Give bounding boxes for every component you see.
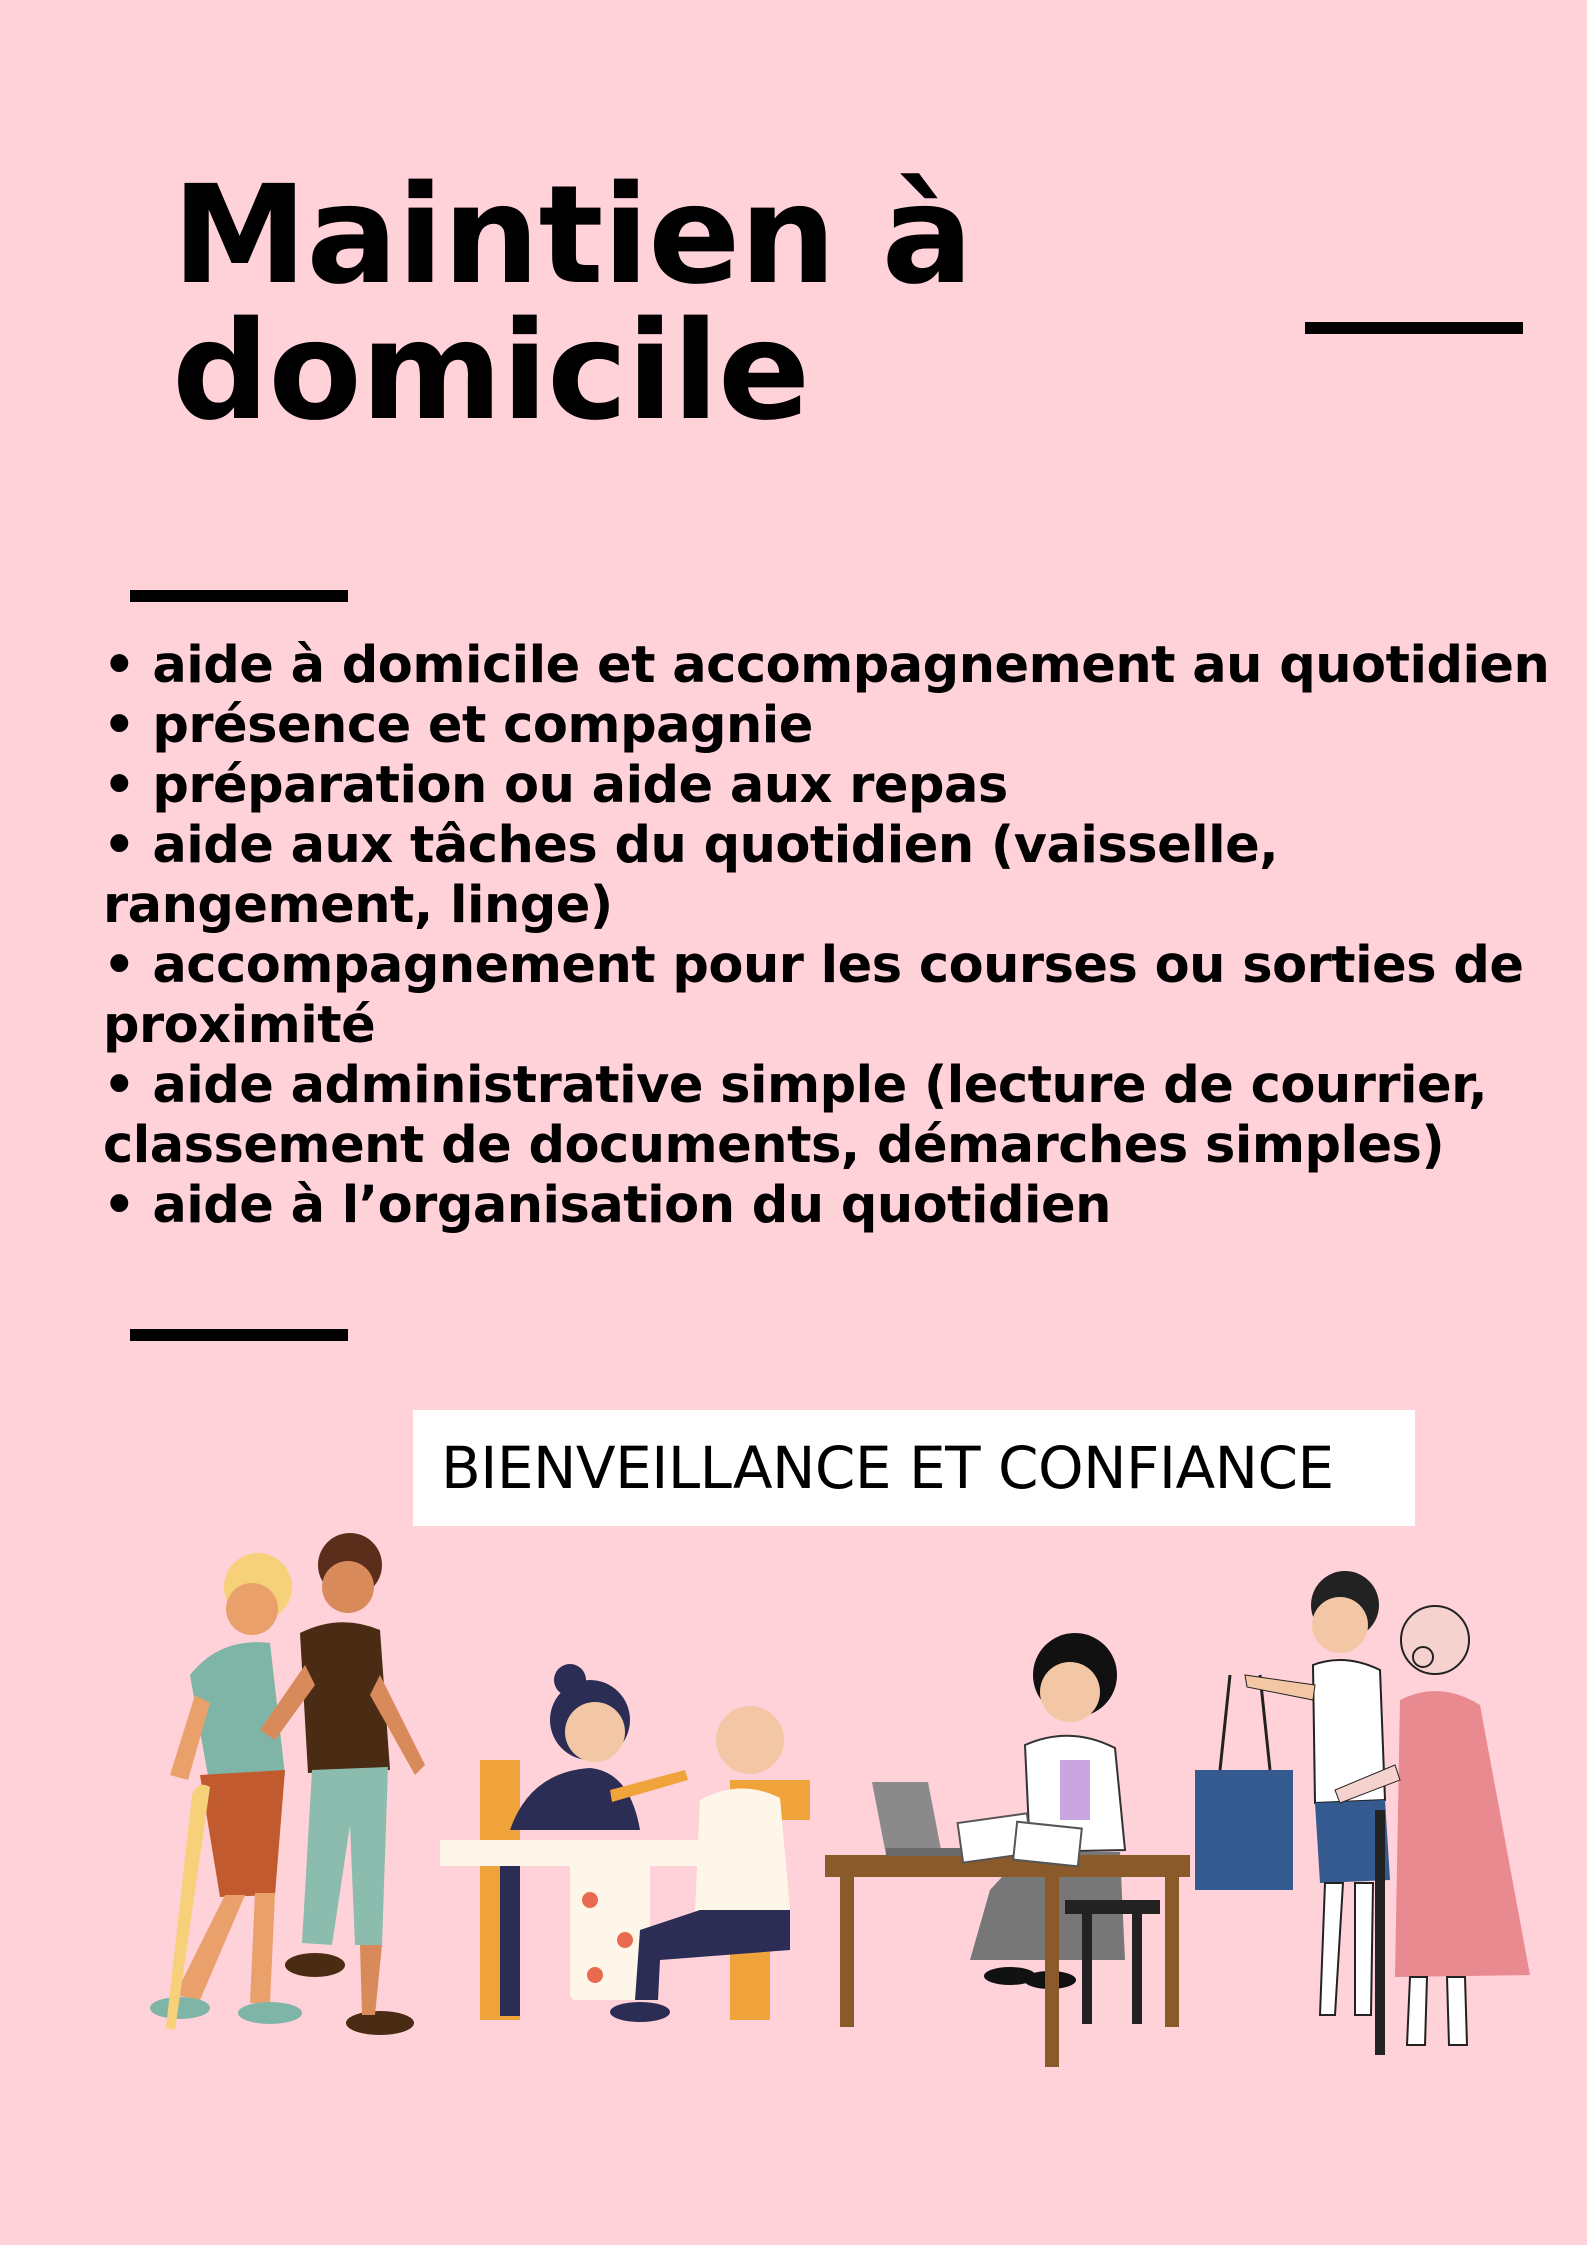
service-item: • aide aux tâches du quotidien (vaisselle, rangement, linge) — [103, 816, 1279, 935]
service-item: • aide à domicile et accompagnement au quotidien — [103, 636, 1550, 695]
page-title — [172, 157, 973, 451]
admin-help-illustration — [820, 1630, 1200, 2080]
service-item: • accompagnement pour les courses ou sorties de proximité — [103, 936, 1524, 1055]
service-item: • présence et compagnie — [103, 696, 813, 755]
motto-box — [413, 1410, 1415, 1526]
motto-text: BIENVEILLANCE ET CONFIANCE — [441, 1434, 1334, 1502]
shopping-assist-illustration — [1185, 1565, 1545, 2065]
services-list — [103, 636, 1573, 1236]
decorative-rule-top-right — [1305, 322, 1523, 334]
service-item: • aide administrative simple (lecture de courrier, classement de documents, démarches simples) — [103, 1056, 1488, 1175]
service-item: • aide à l’organisation du quotidien — [103, 1176, 1111, 1235]
service-item: • préparation ou aide aux repas — [103, 756, 1008, 815]
walking-assist-illustration — [70, 1525, 450, 2045]
decorative-rule-list-top — [130, 590, 348, 602]
title-line-2: domicile — [172, 293, 810, 451]
title-line-1: Maintien à — [172, 157, 973, 315]
meal-help-illustration — [430, 1660, 870, 2040]
decorative-rule-list-bottom — [130, 1329, 348, 1341]
